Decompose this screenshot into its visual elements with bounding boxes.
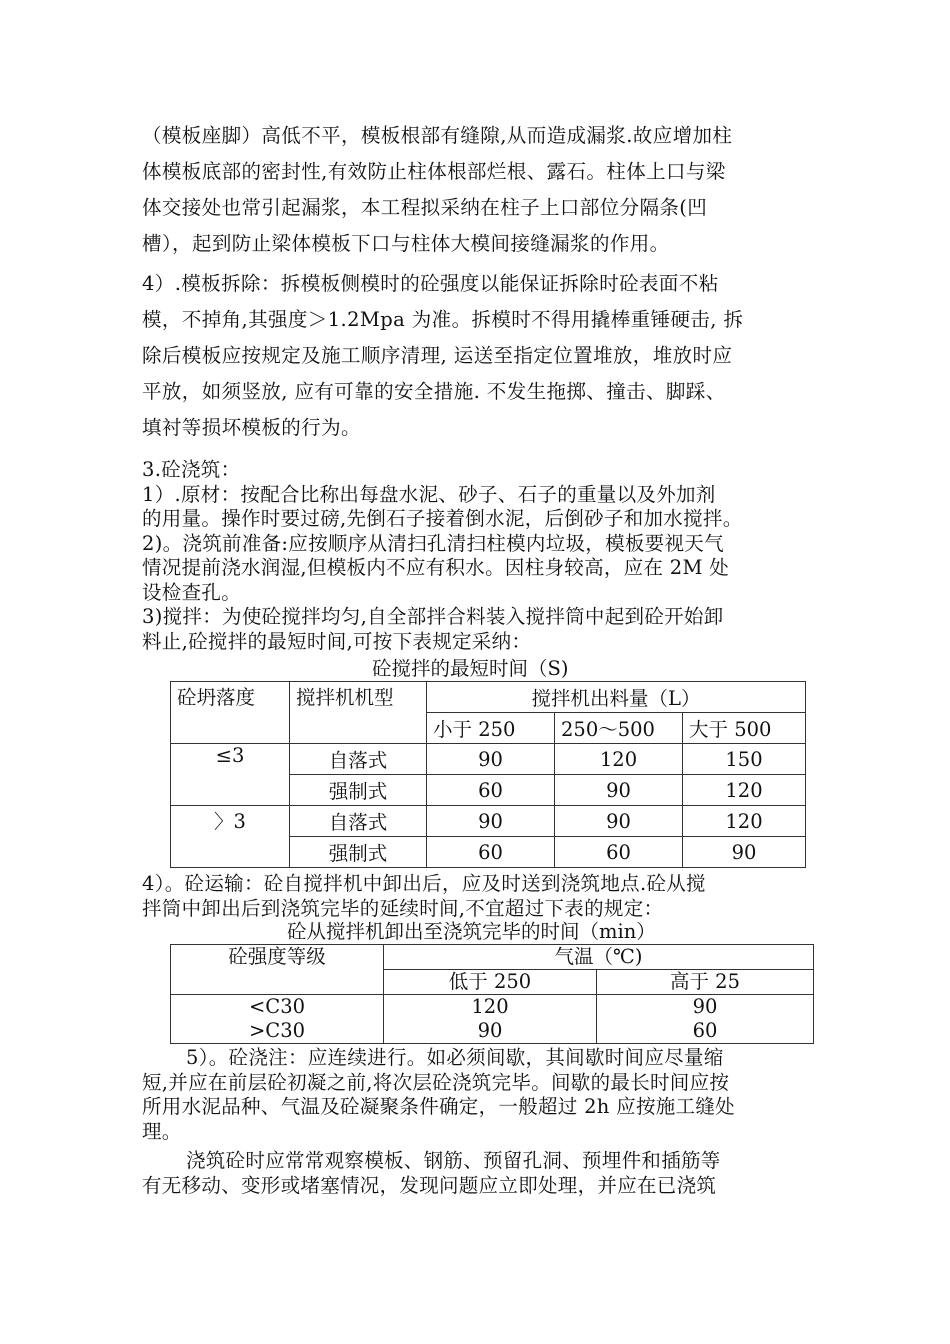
- value-cell: 90: [683, 837, 806, 868]
- slump-cell: 〉3: [171, 806, 290, 868]
- paragraph-pouring-observation: [142, 1149, 810, 1198]
- header-col-3: 大于 500: [683, 713, 806, 744]
- delivery-time-table: [170, 944, 814, 1044]
- table-row: [171, 995, 814, 1020]
- header-col-1: 小于 250: [427, 713, 555, 744]
- text-line: 填衬等损坏模板的行为。: [142, 416, 361, 439]
- table-header-row: [171, 682, 806, 713]
- value-cell: 120: [384, 995, 597, 1020]
- text-line: 的用量。操作时要过磅,先倒石子接着倒水泥，后倒砂子和加水搅拌。: [142, 507, 743, 530]
- mixer-type-cell: 自落式: [290, 744, 427, 775]
- text-line: 体模板底部的密封性,有效防止柱体根部烂根、露石。柱体上口与梁: [142, 160, 726, 183]
- mixer-type-cell: 自落式: [290, 806, 427, 837]
- value-cell: 90: [597, 995, 814, 1020]
- value-cell: 120: [555, 744, 683, 775]
- text-line: 2)。浇筑前准备:应按顺序从清扫孔清扫柱模内垃圾，模板要视天气: [142, 531, 724, 555]
- header-mixer-output: 搅拌机出料量（L）: [427, 682, 806, 713]
- text-line: 除后模板应按规定及施工顺序清理, 运送至指定位置堆放，堆放时应: [142, 344, 733, 367]
- value-cell: 90: [384, 1019, 597, 1044]
- text-line: （模板座脚）高低不平，模板根部有缝隙,从而造成漏浆.故应增加柱: [142, 124, 733, 147]
- value-cell: 90: [427, 744, 555, 775]
- text-line: 短,并应在前层砼初凝之前,将次层砼浇筑完毕。间歇的最长时间应按: [142, 1070, 730, 1094]
- value-cell: 60: [427, 775, 555, 806]
- value-cell: 120: [683, 775, 806, 806]
- grade-cell: <C30: [171, 995, 384, 1020]
- text-line: 理。: [142, 1119, 182, 1143]
- value-cell: 60: [597, 1019, 814, 1044]
- text-line: 料止,砼搅拌的最短时间,可按下表规定采纳：: [142, 629, 532, 653]
- text-line: 有无移动、变形或堵塞情况，发现问题应立即处理，并应在已浇筑: [142, 1173, 717, 1197]
- paragraph-concrete-placing: [142, 1046, 810, 1144]
- paragraph-formwork-removal: [142, 266, 810, 446]
- text-line: 1）.原材：按配合比称出每盘水泥、砂子、石子的重量以及外加剂: [142, 482, 716, 506]
- value-cell: 90: [555, 806, 683, 837]
- text-line: 浇筑砼时应常常观察模板、钢筋、预留孔洞、预埋件和插筋等: [186, 1149, 721, 1172]
- text-line: 4）。砼运输：砼自搅拌机中卸出后，应及时送到浇筑地点.砼从搅: [142, 872, 706, 895]
- text-line: 模，不掉角,其强度＞1.2Mpa 为准。拆模时不得用撬棒重锤硬击, 拆: [142, 308, 744, 331]
- text-line: 体交接处也常引起漏浆，本工程拟采纳在柱子上口部位分隔条(凹: [142, 196, 708, 219]
- text-line: 槽），起到防止梁体模板下口与柱体大模间接缝漏浆的作用。: [142, 232, 670, 255]
- table-header-row: [171, 945, 814, 970]
- header-slump: 砼坍落度: [171, 682, 290, 744]
- mixer-type-cell: 强制式: [290, 837, 427, 868]
- section-heading: 3.砼浇筑：: [142, 458, 241, 481]
- text-line: 情况提前浇水润湿,但模板内不应有积水。因柱身较高，应在 2M 处: [142, 556, 730, 579]
- paragraph-concrete-transport: [142, 872, 810, 921]
- text-line: 所用水泥品种、气温及砼凝聚条件确定，一般超过 2h 应按施工缝处: [142, 1095, 735, 1118]
- section-concrete-pouring: [142, 458, 810, 654]
- value-cell: 150: [683, 744, 806, 775]
- table-row: [171, 806, 806, 837]
- text-line: 设检查孔。: [142, 580, 242, 604]
- slump-cell: ≤3: [171, 744, 290, 806]
- text-line: 拌筒中卸出后到浇筑完毕的延续时间,不宜超过下表的规定：: [142, 896, 664, 920]
- text-line: 平放，如须竖放, 应有可靠的安全措施. 不发生拖掷、撞击、脚踩、: [142, 380, 726, 403]
- header-temperature: 气温（℃): [384, 945, 814, 970]
- value-cell: 60: [555, 837, 683, 868]
- grade-cell: >C30: [171, 1019, 384, 1044]
- header-mixer-type: 搅拌机机型: [290, 682, 427, 744]
- header-col-2: 250～500: [555, 713, 683, 744]
- header-strength-grade: 砼强度等级: [171, 945, 384, 995]
- paragraph-formwork-sealing: [142, 118, 810, 262]
- value-cell: 120: [683, 806, 806, 837]
- mixer-type-cell: 强制式: [290, 775, 427, 806]
- value-cell: 90: [427, 806, 555, 837]
- table-row: [171, 744, 806, 775]
- value-cell: 60: [427, 837, 555, 868]
- table-row: [171, 1019, 814, 1044]
- table1-caption: 砼搅拌的最短时间（S): [372, 657, 569, 680]
- table2-caption: 砼从搅拌机卸出至浇筑完毕的时间（min）: [287, 920, 656, 943]
- text-line: 5）。砼浇注：应连续进行。如必须间歇，其间歇时间应尽量缩: [186, 1046, 724, 1069]
- mixing-time-table: [170, 681, 806, 868]
- text-line: 4）.模板拆除：拆模板侧模时的砼强度以能保证拆除时砼表面不粘: [142, 272, 719, 295]
- value-cell: 90: [555, 775, 683, 806]
- text-line: 3)搅拌：为使砼搅拌均匀,自全部拌合料装入搅拌筒中起到砼开始卸: [142, 605, 724, 628]
- header-col-1: 低于 250: [384, 970, 597, 995]
- header-col-2: 高于 25: [597, 970, 814, 995]
